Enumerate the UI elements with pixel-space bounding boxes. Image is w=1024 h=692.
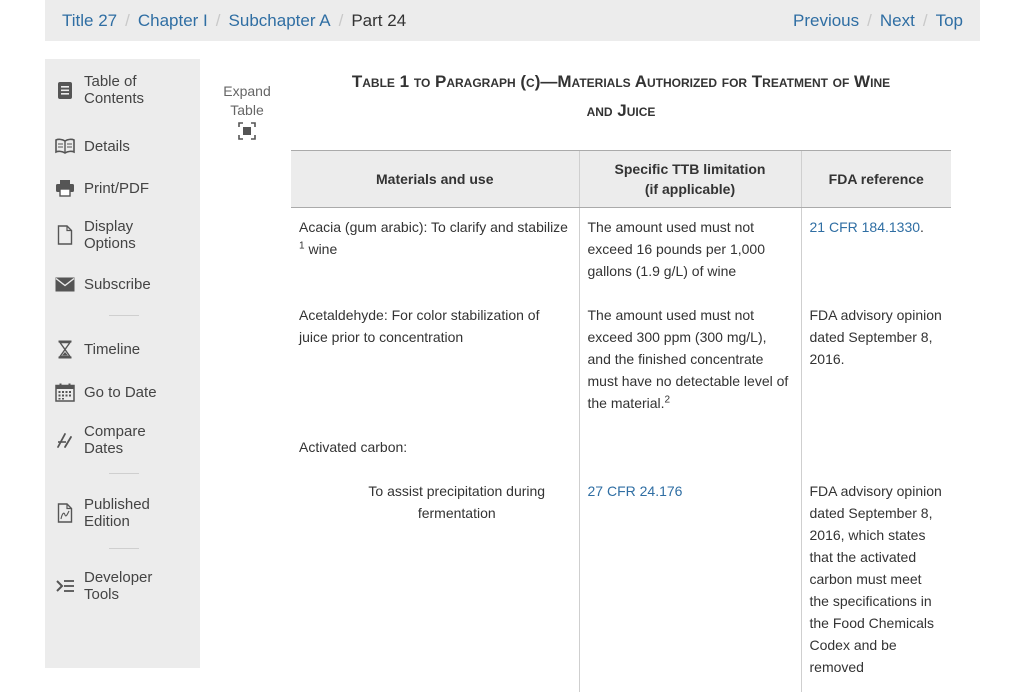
table-of-contents-icon	[55, 80, 75, 100]
expand-label-line: Table	[230, 102, 264, 118]
label-line: Options	[84, 235, 136, 252]
header-line: (if applicable)	[644, 181, 736, 197]
sidebar-item-display-options[interactable]	[55, 218, 136, 252]
breadcrumb	[62, 11, 406, 31]
calendar-icon	[55, 382, 75, 402]
nav-separator: /	[922, 10, 928, 30]
sidebar-item-label: Go to Date	[84, 383, 157, 401]
sidebar-item-details[interactable]	[55, 136, 130, 156]
header-line: Specific TTB limitation	[614, 161, 766, 177]
table-row	[291, 296, 951, 428]
table-row	[291, 208, 951, 297]
cell-limitation	[579, 428, 801, 472]
next-link[interactable]: Next	[879, 10, 915, 30]
column-header-materials: Materials and use	[291, 151, 579, 208]
sidebar-item-label: Print/PDF	[84, 179, 150, 197]
label-line: Edition	[84, 513, 130, 530]
breadcrumb-chapter-i[interactable]: Chapter I	[137, 10, 208, 30]
expand-label-line: Expand	[223, 83, 271, 99]
label-line: Display	[84, 218, 134, 235]
sidebar-item-label: Timeline	[84, 340, 141, 358]
fda-reference-link[interactable]: 21 CFR 184.1330	[809, 219, 921, 235]
column-header-limitation	[579, 151, 801, 208]
envelope-icon	[55, 274, 75, 294]
column-header-fda-reference: FDA reference	[801, 151, 951, 208]
table-title	[291, 67, 951, 125]
breadcrumb-separator: /	[338, 10, 344, 30]
sidebar-item-print-pdf[interactable]	[55, 178, 149, 198]
sidebar-item-compare-dates[interactable]	[55, 423, 146, 457]
table-title-line: and Juice	[586, 101, 656, 120]
printer-icon	[55, 178, 75, 198]
footnote-ref[interactable]: 2	[664, 394, 671, 406]
page-nav	[793, 11, 963, 31]
material-text: Acacia (gum arabic): To clarify and stabilize	[299, 219, 568, 235]
compare-icon	[55, 430, 75, 450]
expand-icon	[238, 122, 256, 140]
sidebar-item-label	[84, 218, 136, 252]
sidebar-item-label	[84, 423, 146, 457]
material-text: wine	[304, 241, 338, 257]
sidebar-item-label: Subscribe	[84, 275, 151, 293]
fda-suffix: .	[920, 219, 924, 235]
sidebar-item-table-of-contents[interactable]	[55, 73, 144, 107]
label-line: Tools	[84, 586, 120, 603]
cell-fda-reference: FDA advisory opinion dated September 8, 2016.	[801, 296, 951, 428]
cfr-reference-link[interactable]: 27 CFR 24.176	[587, 483, 683, 499]
cell-limitation	[579, 472, 801, 692]
sidebar-item-subscribe[interactable]	[55, 274, 151, 294]
limitation-text: The amount used must not exceed 300 ppm (300 mg/L), and the finished concentrate must have no detectable level of the material.	[587, 307, 789, 411]
materials-table	[291, 150, 951, 692]
cell-fda-reference	[801, 428, 951, 472]
breadcrumb-title-27[interactable]: Title 27	[62, 10, 118, 30]
table-row	[291, 428, 951, 472]
breadcrumb-current-part: Part 24	[351, 10, 407, 30]
table-row	[291, 472, 951, 692]
label-line: Developer	[84, 569, 153, 586]
sidebar-item-label	[84, 496, 150, 530]
cell-material: To assist precipitation during fermentation	[368, 483, 546, 521]
table-title-line: Table 1 to Paragraph (c)—Materials Authorized for Treatment of Wine	[351, 72, 891, 91]
label-line: Compare	[84, 423, 146, 440]
breadcrumb-subchapter-a[interactable]: Subchapter A	[228, 10, 331, 30]
sidebar-item-label	[84, 569, 152, 603]
sidebar-item-developer-tools[interactable]	[55, 569, 152, 603]
expand-table-button[interactable]	[219, 82, 275, 140]
cell-limitation	[579, 296, 801, 428]
book-open-icon	[55, 136, 75, 156]
sidebar-divider	[109, 315, 139, 316]
cell-fda-reference	[801, 208, 951, 297]
cell-material	[291, 208, 579, 297]
label-line: Table of	[84, 73, 137, 90]
cell-fda-reference: FDA advisory opinion dated September 8, 2016, which states that the activated carbon must meet the specifications in the Food Chemicals Codex and be removed	[801, 472, 951, 692]
published-edition-icon	[55, 503, 75, 523]
footnote-ref[interactable]: 1	[299, 240, 305, 252]
table-header-row	[291, 151, 951, 208]
sidebar-item-published-edition[interactable]	[55, 496, 150, 530]
document-icon	[55, 225, 75, 245]
label-line: Dates	[84, 440, 124, 457]
sidebar-item-timeline[interactable]	[55, 339, 140, 359]
sidebar-item-label: Details	[84, 137, 130, 155]
developer-tools-icon	[55, 576, 75, 596]
cell-limitation: The amount used must not exceed 16 pounds per 1,000 gallons (1.9 g/L) of wine	[579, 208, 801, 297]
label-line: Published	[84, 496, 150, 513]
sidebar-divider	[109, 548, 139, 549]
sidebar-item-go-to-date[interactable]	[55, 382, 157, 402]
hourglass-icon	[55, 339, 75, 359]
sidebar-divider	[109, 473, 139, 474]
label-line: Contents	[84, 90, 145, 107]
cell-material: Activated carbon:	[299, 439, 408, 455]
sidebar	[45, 59, 200, 668]
breadcrumb-separator: /	[215, 10, 221, 30]
sidebar-item-label	[84, 73, 144, 107]
previous-link[interactable]: Previous	[793, 10, 860, 30]
cell-material: Acetaldehyde: For color stabilization of juice prior to concentration	[299, 307, 540, 345]
breadcrumb-separator: /	[125, 10, 130, 30]
top-link[interactable]: Top	[935, 10, 963, 30]
breadcrumb-bar	[45, 0, 980, 41]
nav-separator: /	[867, 10, 872, 30]
